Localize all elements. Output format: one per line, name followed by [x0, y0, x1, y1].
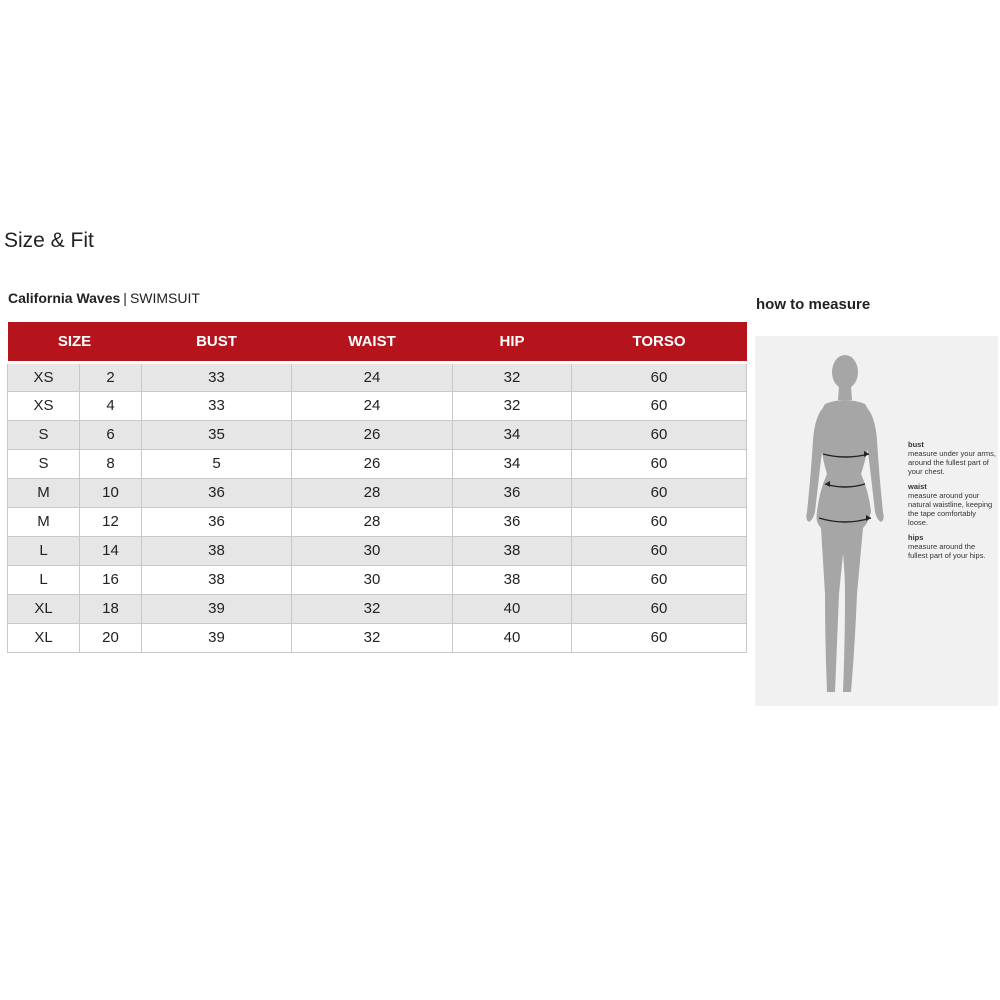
cell-waist: 24 — [292, 362, 453, 391]
measure-notes — [908, 440, 996, 560]
table-header-row — [8, 322, 747, 362]
cell-size-label: L — [8, 565, 80, 594]
cell-hip: 36 — [453, 507, 572, 536]
cell-bust: 38 — [142, 565, 292, 594]
table-row — [8, 391, 747, 420]
cell-size-number: 8 — [80, 449, 142, 478]
cell-hip: 40 — [453, 594, 572, 623]
cell-hip: 38 — [453, 536, 572, 565]
cell-torso: 60 — [572, 449, 747, 478]
cell-waist: 30 — [292, 536, 453, 565]
cell-hip: 40 — [453, 623, 572, 652]
cell-torso: 60 — [572, 536, 747, 565]
cell-size-number: 4 — [80, 391, 142, 420]
cell-bust: 39 — [142, 594, 292, 623]
table-row — [8, 478, 747, 507]
brand-name: California Waves — [8, 290, 121, 306]
cell-waist: 30 — [292, 565, 453, 594]
header-hip: HIP — [453, 322, 572, 362]
cell-hip: 34 — [453, 449, 572, 478]
chart-heading — [8, 290, 200, 306]
table-row — [8, 594, 747, 623]
cell-size-number: 14 — [80, 536, 142, 565]
body-silhouette-illustration — [785, 344, 905, 704]
heading-separator: | — [123, 290, 127, 306]
cell-hip: 34 — [453, 420, 572, 449]
cell-size-label: S — [8, 449, 80, 478]
note-hips-title: hips — [908, 533, 924, 542]
cell-size-number: 10 — [80, 478, 142, 507]
table-row — [8, 449, 747, 478]
table-row — [8, 420, 747, 449]
cell-waist: 32 — [292, 623, 453, 652]
size-chart-table — [7, 322, 747, 653]
cell-torso: 60 — [572, 565, 747, 594]
cell-torso: 60 — [572, 478, 747, 507]
cell-size-label: S — [8, 420, 80, 449]
table-row — [8, 565, 747, 594]
cell-bust: 36 — [142, 478, 292, 507]
note-hips-text: measure around the fullest part of your hips. — [908, 542, 986, 560]
cell-size-number: 18 — [80, 594, 142, 623]
cell-size-number: 6 — [80, 420, 142, 449]
cell-size-label: L — [8, 536, 80, 565]
table-row — [8, 536, 747, 565]
header-bust: BUST — [142, 322, 292, 362]
cell-waist: 28 — [292, 478, 453, 507]
cell-size-number: 12 — [80, 507, 142, 536]
cell-hip: 36 — [453, 478, 572, 507]
cell-bust: 35 — [142, 420, 292, 449]
cell-bust: 5 — [142, 449, 292, 478]
header-waist: WAIST — [292, 322, 453, 362]
note-waist-title: waist — [908, 482, 927, 491]
product-category: SWIMSUIT — [129, 290, 200, 306]
cell-size-number: 16 — [80, 565, 142, 594]
note-bust-text: measure under your arms, around the fullest part of your chest. — [908, 449, 996, 476]
cell-hip: 32 — [453, 391, 572, 420]
cell-size-label: XS — [8, 362, 80, 391]
page-title: Size & Fit — [4, 229, 94, 252]
cell-waist: 24 — [292, 391, 453, 420]
cell-torso: 60 — [572, 507, 747, 536]
cell-torso: 60 — [572, 362, 747, 391]
cell-size-label: XL — [8, 594, 80, 623]
table-row — [8, 623, 747, 652]
note-bust-title: bust — [908, 440, 924, 449]
cell-hip: 38 — [453, 565, 572, 594]
cell-size-label: M — [8, 507, 80, 536]
cell-waist: 26 — [292, 420, 453, 449]
cell-bust: 36 — [142, 507, 292, 536]
cell-bust: 38 — [142, 536, 292, 565]
how-to-measure-title: how to measure — [756, 296, 871, 313]
cell-torso: 60 — [572, 420, 747, 449]
cell-waist: 26 — [292, 449, 453, 478]
cell-size-label: M — [8, 478, 80, 507]
cell-torso: 60 — [572, 594, 747, 623]
cell-hip: 32 — [453, 362, 572, 391]
cell-size-number: 20 — [80, 623, 142, 652]
cell-size-number: 2 — [80, 362, 142, 391]
note-waist-text: measure around your natural waistline, keeping the tape comfortably loose. — [908, 491, 993, 527]
table-row — [8, 362, 747, 391]
cell-waist: 32 — [292, 594, 453, 623]
cell-bust: 33 — [142, 391, 292, 420]
cell-bust: 33 — [142, 362, 292, 391]
cell-size-label: XS — [8, 391, 80, 420]
cell-bust: 39 — [142, 623, 292, 652]
header-torso: TORSO — [572, 322, 747, 362]
table-row — [8, 507, 747, 536]
how-to-measure-panel — [755, 336, 998, 706]
cell-torso: 60 — [572, 623, 747, 652]
cell-size-label: XL — [8, 623, 80, 652]
cell-waist: 28 — [292, 507, 453, 536]
header-size: SIZE — [8, 322, 142, 362]
cell-torso: 60 — [572, 391, 747, 420]
